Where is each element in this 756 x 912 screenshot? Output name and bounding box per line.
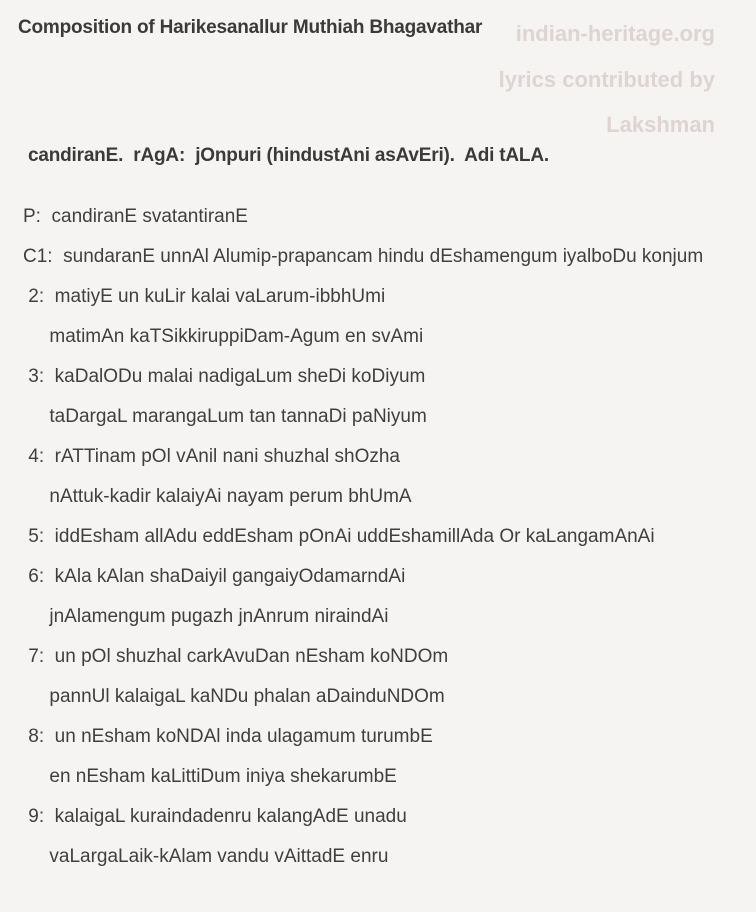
lyric-line: pannUl kalaigaL kaNDu phalan aDainduNDOm bbox=[23, 686, 445, 707]
lyric-line: vaLargaLaik-kAlam vandu vAittadE enru bbox=[23, 846, 389, 867]
song-title-raga-tala-line: candiranE. rAgA: jOnpuri (hindustAni asAvEri). Adi tALA. bbox=[28, 145, 549, 166]
watermark-line: Lakshman bbox=[606, 112, 715, 137]
lyrics-body bbox=[23, 197, 703, 877]
lyric-line: 5: iddEsham allAdu eddEsham pOnAi uddEshamillAda Or kaLangamAnAi bbox=[23, 526, 655, 547]
lyric-line: taDargaL marangaLum tan tannaDi paNiyum bbox=[23, 406, 427, 427]
lyric-line: matimAn kaTSikkiruppiDam-Agum en svAmi bbox=[23, 326, 424, 347]
lyric-line: nAttuk-kadir kalaiyAi nayam perum bhUmA bbox=[23, 486, 412, 507]
lyric-line: 7: un pOl shuzhal carkAvuDan nEsham koNDOm bbox=[23, 646, 449, 667]
lyric-line: 6: kAla kAlan shaDaiyil gangaiyOdamarndAi bbox=[23, 566, 406, 587]
site-watermark bbox=[499, 11, 715, 148]
lyric-line: 2: matiyE un kuLir kalai vaLarum-ibbhUmi bbox=[23, 286, 386, 307]
lyric-line: jnAlamengum pugazh jnAnrum niraindAi bbox=[23, 606, 389, 627]
watermark-line: lyrics contributed by bbox=[498, 66, 715, 92]
lyric-line: 8: un nEsham koNDAl inda ulagamum turumbE bbox=[23, 726, 433, 747]
lyric-line: 9: kalaigaL kuraindadenru kalangAdE unadu bbox=[23, 806, 407, 827]
lyric-line: en nEsham kaLittiDum iniya shekarumbE bbox=[23, 766, 397, 787]
lyric-line: P: candiranE svatantiranE bbox=[23, 206, 248, 227]
lyric-line: 4: rATTinam pOl vAnil nani shuzhal shOzha bbox=[23, 446, 400, 467]
watermark-line: indian-heritage.org bbox=[515, 21, 715, 46]
page-title: Composition of Harikesanallur Muthiah Bhagavathar bbox=[18, 17, 483, 38]
lyric-line: 3: kaDalODu malai nadigaLum sheDi koDiyum bbox=[23, 366, 426, 387]
lyric-line: C1: sundaranE unnAl Alumip-prapancam hindu dEshamengum iyalboDu konjum bbox=[23, 246, 704, 267]
